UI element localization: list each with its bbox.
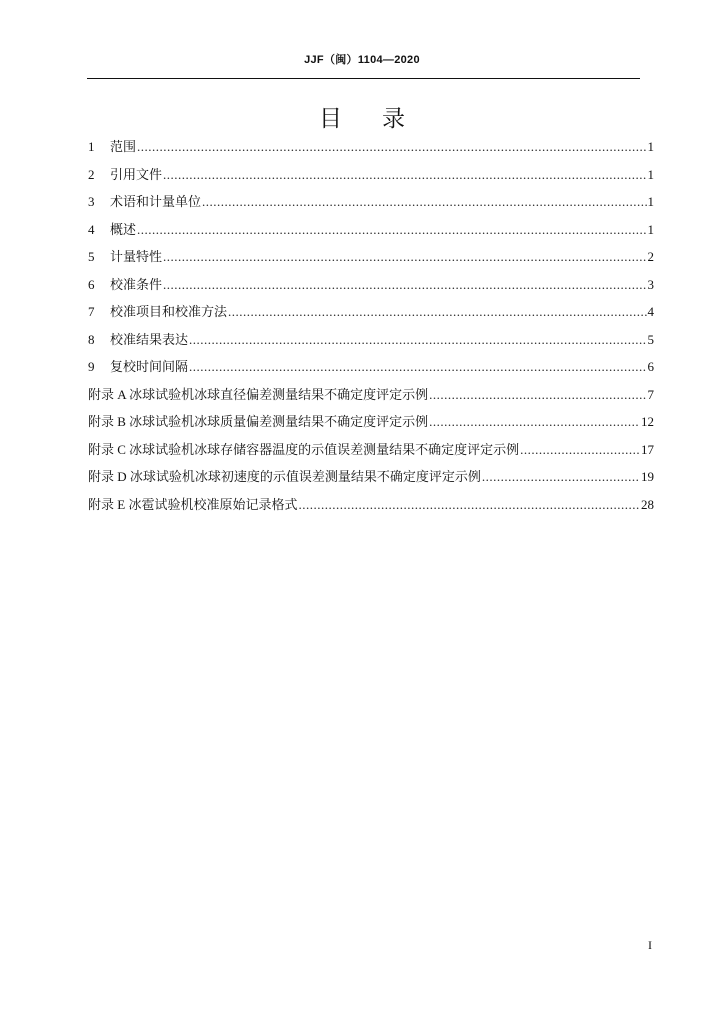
toc-entry-title: 校准项目和校准方法 bbox=[110, 304, 228, 319]
table-of-contents bbox=[88, 136, 654, 521]
toc-entry-title: 附录 B 冰球试验机冰球质量偏差测量结果不确定度评定示例 bbox=[88, 414, 429, 429]
toc-entry-page: 17 bbox=[641, 441, 654, 457]
toc-entry-results-expression[interactable] bbox=[88, 329, 654, 357]
toc-entry-appendix-b[interactable] bbox=[88, 411, 654, 439]
toc-entry-title: 校准条件 bbox=[110, 276, 163, 292]
toc-title: 目录 bbox=[319, 106, 445, 132]
toc-entry-number: 7 bbox=[88, 304, 95, 319]
toc-entry-appendix-e[interactable] bbox=[88, 494, 654, 522]
dot-leader bbox=[189, 359, 646, 375]
toc-entry-appendix-c[interactable] bbox=[88, 439, 654, 467]
toc-entry-scope[interactable] bbox=[88, 136, 654, 164]
toc-entry-label bbox=[88, 356, 188, 375]
toc-entry-title: 概述 bbox=[110, 221, 137, 237]
toc-entry-title: 术语和计量单位 bbox=[110, 194, 202, 209]
toc-entry-title: 附录 E 冰雹试验机校准原始记录格式 bbox=[88, 496, 298, 512]
toc-entry-number: 2 bbox=[88, 166, 95, 182]
toc-entry-label bbox=[88, 301, 227, 320]
toc-entry-page: 5 bbox=[647, 331, 654, 347]
toc-entry-number: 3 bbox=[88, 194, 95, 209]
toc-entry-calibration-conditions[interactable] bbox=[88, 274, 654, 302]
dot-leader bbox=[429, 387, 646, 403]
toc-entry-title: 计量特性 bbox=[110, 249, 163, 264]
toc-entry-number: 8 bbox=[88, 331, 95, 347]
dot-leader bbox=[137, 139, 646, 155]
toc-entry-number: 5 bbox=[88, 249, 95, 264]
dot-leader bbox=[429, 414, 640, 430]
dot-leader bbox=[298, 497, 640, 513]
toc-entry-title: 附录 D 冰球试验机冰球初速度的示值误差测量结果不确定度评定示例 bbox=[88, 469, 481, 484]
toc-entry-page: 1 bbox=[647, 194, 654, 209]
dot-leader bbox=[189, 332, 646, 348]
toc-entry-label bbox=[88, 274, 162, 293]
toc-entry-label bbox=[88, 164, 162, 183]
toc-entry-terms-units[interactable] bbox=[88, 191, 654, 219]
page-number: I bbox=[648, 938, 652, 952]
toc-entry-number: 9 bbox=[88, 359, 95, 374]
dot-leader bbox=[202, 194, 646, 210]
dot-leader bbox=[228, 304, 646, 320]
toc-entry-page: 1 bbox=[647, 166, 654, 182]
toc-entry-page: 7 bbox=[647, 386, 654, 402]
toc-entry-overview[interactable] bbox=[88, 219, 654, 247]
toc-entry-label bbox=[88, 191, 201, 210]
toc-entry-title: 校准结果表达 bbox=[110, 331, 189, 347]
toc-entry-recalibration-interval[interactable] bbox=[88, 356, 654, 384]
toc-entry-page: 28 bbox=[641, 496, 654, 512]
dot-leader bbox=[520, 442, 640, 458]
dot-leader bbox=[482, 469, 640, 485]
toc-entry-title: 附录 A 冰球试验机冰球直径偏差测量结果不确定度评定示例 bbox=[88, 386, 429, 402]
toc-entry-page: 2 bbox=[647, 249, 654, 264]
toc-entry-page: 1 bbox=[647, 139, 654, 154]
toc-entry-label bbox=[88, 246, 162, 265]
toc-entry-title: 附录 C 冰球试验机冰球存储容器温度的示值误差测量结果不确定度评定示例 bbox=[88, 441, 520, 457]
toc-entry-label bbox=[88, 329, 188, 348]
toc-entry-number: 6 bbox=[88, 276, 95, 292]
dot-leader bbox=[163, 249, 646, 265]
toc-entry-calibration-items-methods[interactable] bbox=[88, 301, 654, 329]
dot-leader bbox=[163, 167, 646, 183]
toc-entry-title: 范围 bbox=[110, 139, 137, 154]
toc-entry-references[interactable] bbox=[88, 164, 654, 192]
toc-entry-page: 6 bbox=[647, 359, 654, 374]
toc-entry-title: 复校时间间隔 bbox=[110, 359, 189, 374]
toc-entry-page: 4 bbox=[647, 304, 654, 319]
toc-entry-number: 1 bbox=[88, 139, 95, 154]
document-code: JJF（闽）1104—2020 bbox=[304, 54, 420, 66]
header-divider bbox=[87, 78, 640, 79]
toc-entry-page: 19 bbox=[641, 469, 654, 484]
toc-entry-appendix-d[interactable] bbox=[88, 466, 654, 494]
toc-entry-title: 引用文件 bbox=[110, 166, 163, 182]
toc-entry-page: 3 bbox=[647, 276, 654, 292]
dot-leader bbox=[163, 277, 646, 293]
toc-entry-appendix-a[interactable] bbox=[88, 384, 654, 412]
toc-entry-page: 1 bbox=[647, 221, 654, 237]
toc-entry-metrological-characteristics[interactable] bbox=[88, 246, 654, 274]
toc-entry-number: 4 bbox=[88, 221, 95, 237]
toc-entry-label bbox=[88, 136, 136, 155]
toc-entry-label bbox=[88, 219, 136, 238]
dot-leader bbox=[137, 222, 646, 238]
toc-entry-page: 12 bbox=[641, 414, 654, 429]
